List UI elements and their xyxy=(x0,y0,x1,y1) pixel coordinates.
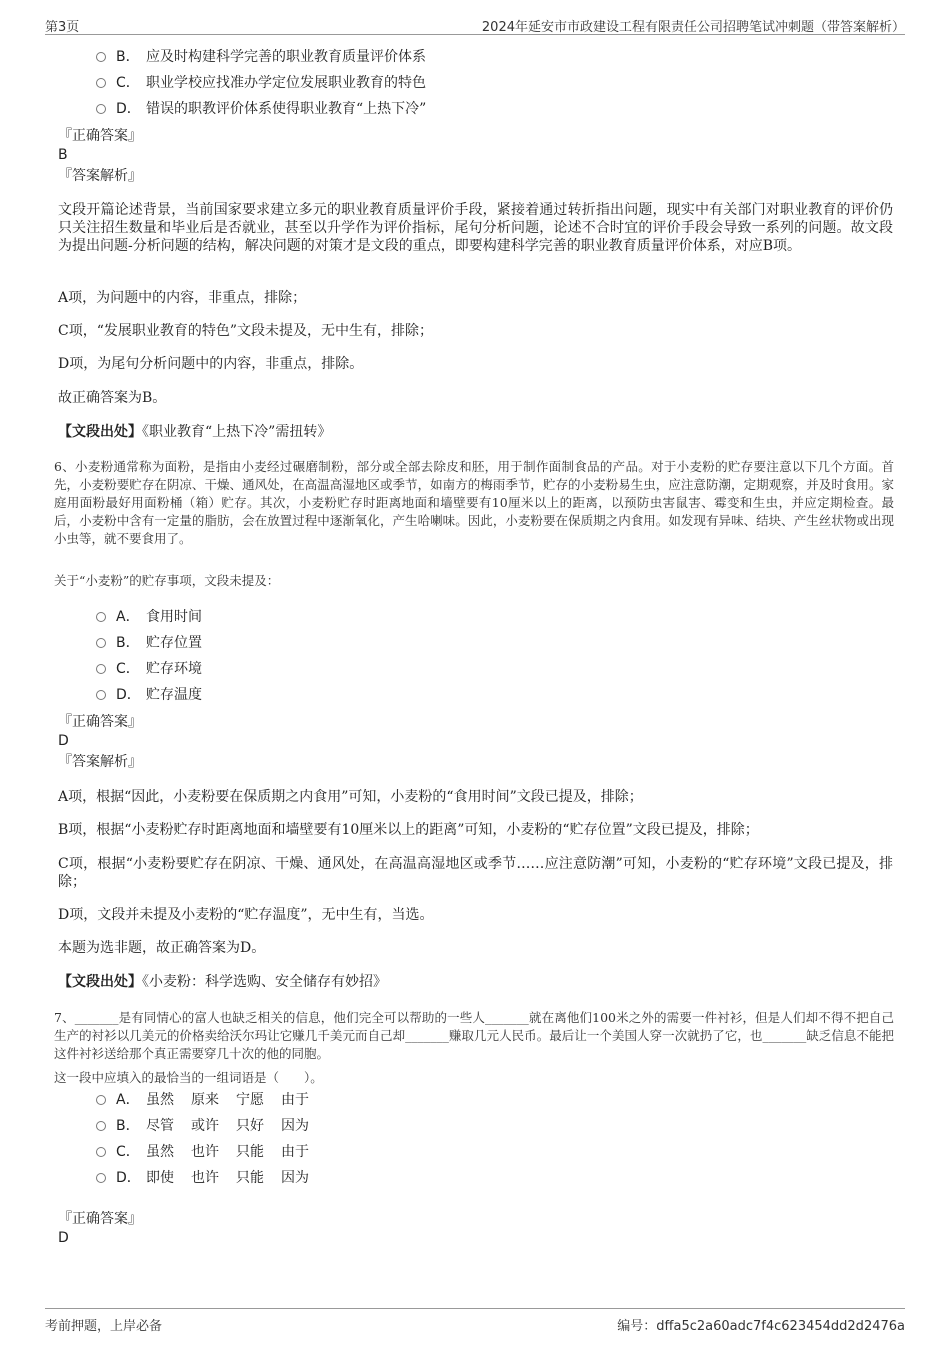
radio-icon[interactable] xyxy=(96,1147,106,1157)
q6-point-c: C项，根据“小麦粉要贮存在阴凉、干燥、通风处，在高温高湿地区或季节……应注意防潮”可知，小麦粉的“贮存环境”文段已提及，排除； xyxy=(58,856,893,890)
q6-source xyxy=(58,973,893,991)
radio-icon[interactable] xyxy=(96,612,106,622)
q5-option-b[interactable]: B． 应及时构建科学完善的职业教育质量评价体系 xyxy=(96,48,426,66)
radio-icon[interactable] xyxy=(96,52,106,62)
q5-option-c[interactable]: C． 职业学校应找准办学定位发展职业教育的特色 xyxy=(96,74,426,92)
q5-analysis-text: 文段开篇论述背景，当前国家要求建立多元的职业教育质量评价手段，紧接着通过转折指出问题，现实中有关部门对职业教育的评价仍只关注招生数量和毕业后是否就业，甚至以升学作为评价指标，尾句分析问题，论述不合时宜的评价手段会导致一系列的问题。故文段为提出问题-分析问题的结构，解决问题的对策才是文段的重点，即要构建科学完善的职业教育质量评价体系，对应B项。 xyxy=(58,202,893,254)
q6-option-b[interactable]: B． 贮存位置 xyxy=(96,634,202,652)
q5-answer-label: 『正确答案』 xyxy=(58,128,142,144)
q5-conclusion: 故正确答案为B。 xyxy=(58,390,167,406)
q6-option-d[interactable]: D． 贮存温度 xyxy=(96,686,202,704)
source-title: 《小麦粉：科学选购、安全储存有妙招》 xyxy=(142,974,387,990)
q5-answer: B xyxy=(58,147,68,163)
q6-option-a[interactable]: A． 食用时间 xyxy=(96,608,202,626)
document-code: 编号：dffa5c2a60adc7f4c623454dd2d2476a xyxy=(617,1319,905,1334)
q7-option-d[interactable]: D． 即使 也许 只能 因为 xyxy=(96,1169,326,1187)
radio-icon[interactable] xyxy=(96,690,106,700)
radio-icon[interactable] xyxy=(96,664,106,674)
q5-option-d[interactable]: D． 错误的职教评价体系使得职业教育“上热下冷” xyxy=(96,100,426,118)
radio-icon[interactable] xyxy=(96,1121,106,1131)
source-label: 【文段出处】 xyxy=(58,424,142,440)
page-footer xyxy=(45,1308,905,1335)
q6-conclusion: 本题为选非题，故正确答案为D。 xyxy=(58,940,266,956)
q6-stem: 6、小麦粉通常称为面粉，是指由小麦经过碾磨制粉，部分或全部去除皮和胚，用于制作面制食品的产品。对于小麦粉的贮存要注意以下几个方面。首先，小麦粉要贮存在阴凉、干燥、通风处，在高温高湿地区或季节，如南方的梅雨季节，贮存的小麦粉易生虫，应注意防潮，定期观察，并及时食用。家庭用面粉最好用面粉桶（箱）贮存。其次，小麦粉贮存时距离地面和墙壁要有10厘米以上的距离，以预防虫害鼠害、霉变和生虫，并应定期检查。最后，小麦粉中含有一定量的脂肪，会在放置过程中逐渐氧化，产生哈喇味。因此，小麦粉要在保质期之内食用。如发现有异味、结块、产生丝状物或出现小虫等，就不要食用了。 xyxy=(54,459,894,546)
q7-stem: 7、_______是有同情心的富人也缺乏相关的信息，他们完全可以帮助的一些人_______就在离他们100米之外的需要一件衬衫，但是人们却不得不把自己生产的衬衫以几美元的价格卖给沃尔玛让它赚几千美元而自己却_______赚取几元人民币。最后让一个美国人穿一次就扔了它，也_______缺乏信息不能把这件衬衫送给那个真正需要穿几十次的他的同胞。 xyxy=(54,1010,894,1061)
q5-point-d: D项，为尾句分析问题中的内容，非重点，排除。 xyxy=(58,356,364,372)
radio-icon[interactable] xyxy=(96,104,106,114)
q5-source xyxy=(58,423,893,441)
q6-analysis-label: 『答案解析』 xyxy=(58,754,142,770)
document-title: 2024年延安市市政建设工程有限责任公司招聘笔试冲刺题（带答案解析） xyxy=(481,20,905,35)
q7-option-c[interactable]: C． 虽然 也许 只能 由于 xyxy=(96,1143,326,1161)
q5-point-c: C项，“发展职业教育的特色”文段未提及，无中生有，排除； xyxy=(58,323,434,339)
page-header xyxy=(45,14,905,35)
q5-analysis-label: 『答案解析』 xyxy=(58,168,142,184)
radio-icon[interactable] xyxy=(96,78,106,88)
radio-icon[interactable] xyxy=(96,638,106,648)
q7-answer: D xyxy=(58,1230,69,1246)
q6-point-b: B项，根据“小麦粉贮存时距离地面和墙壁要有10厘米以上的距离”可知，小麦粉的“贮存位置”文段已提及，排除； xyxy=(58,822,759,838)
q6-point-d: D项，文段并未提及小麦粉的“贮存温度”，无中生有，当选。 xyxy=(58,907,434,923)
page-number: 第3页 xyxy=(45,20,80,35)
source-label: 【文段出处】 xyxy=(58,974,142,990)
q6-option-c[interactable]: C． 贮存环境 xyxy=(96,660,202,678)
q7-option-b[interactable]: B． 尽管 或许 只好 因为 xyxy=(96,1117,326,1135)
source-title: 《职业教育“上热下冷”需扭转》 xyxy=(142,424,332,440)
q6-answer-label: 『正确答案』 xyxy=(58,714,142,730)
q5-point-a: A项，为问题中的内容，非重点，排除； xyxy=(58,290,307,306)
q7-question: 这一段中应填入的最恰当的一组词语是（ ）。 xyxy=(54,1070,323,1085)
radio-icon[interactable] xyxy=(96,1095,106,1105)
q6-point-a: A项，根据“因此，小麦粉要在保质期之内食用”可知，小麦粉的“食用时间”文段已提及，排除； xyxy=(58,789,643,805)
q7-option-a[interactable]: A． 虽然 原来 宁愿 由于 xyxy=(96,1091,326,1109)
radio-icon[interactable] xyxy=(96,1173,106,1183)
q7-answer-label: 『正确答案』 xyxy=(58,1211,142,1227)
footer-slogan: 考前押题，上岸必备 xyxy=(45,1319,163,1334)
q6-answer: D xyxy=(58,733,69,749)
q6-question: 关于“小麦粉”的贮存事项，文段未提及： xyxy=(54,573,280,588)
